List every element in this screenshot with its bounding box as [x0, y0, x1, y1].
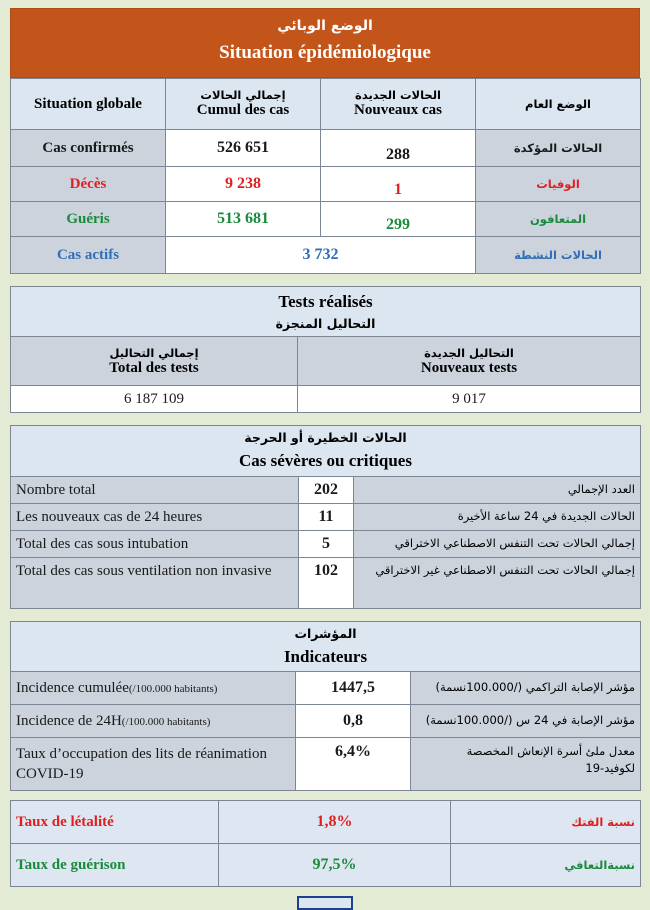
page-banner: [10, 8, 640, 78]
severe-title-cell: الحالات الخطيرة أو الحرجة Cas sévères ou critiques: [11, 426, 641, 477]
banner-title-arabic: الوضع الوبائي: [277, 18, 373, 34]
table-row: [11, 705, 641, 738]
spacer: [10, 274, 640, 286]
severe-cases-table: [10, 425, 641, 609]
table-row: [11, 201, 641, 236]
tests-title-row: [11, 286, 641, 337]
severe-label-arabic-ventilation: إجمالي الحالات تحت التنفس الاصطناعي غير الاختراقي: [354, 557, 641, 608]
severe-label-nouveaux-24h: Les nouveaux cas de 24 heures: [11, 503, 299, 530]
value-cumul-deces: 9 238: [166, 166, 321, 201]
row-label-arabic-cas-actifs: الحالات النشطة: [476, 236, 641, 273]
row-label-deces: Décès: [11, 166, 166, 201]
value-cumul-cas-confirmes: 526 651: [166, 129, 321, 166]
severe-value-ventilation: 102: [299, 557, 354, 608]
row-label-arabic-deces: الوفيات: [476, 166, 641, 201]
spacer: [10, 791, 640, 800]
table-row: [11, 738, 641, 791]
severe-label-arabic-nouveaux-24h: الحالات الجديدة في 24 ساعة الأخيرة: [354, 503, 641, 530]
value-total-tests: 6 187 109: [11, 386, 298, 413]
severe-label-ventilation: Total des cas sous ventilation non invasive: [11, 557, 299, 608]
row-label-gueris: Guéris: [11, 201, 166, 236]
indicator-value-incidence-cumulee: 1447,5: [296, 672, 411, 705]
page-footer-marker: [297, 896, 353, 910]
table-row: [11, 557, 641, 608]
rate-label-arabic-guerison: نسبةالتعافي: [451, 844, 641, 887]
rates-table: [10, 800, 641, 887]
table-header-row: [11, 78, 641, 129]
header-situation-generale-arabic: الوضع العام: [476, 78, 641, 129]
indicator-sub-incidence-24h: (/100.000 habitants): [121, 716, 211, 728]
indicator-label-taux-occupation: Taux d’occupation des lits de réanimation COVID-19: [11, 738, 296, 791]
indicators-title-row: [11, 621, 641, 672]
header-situation-globale: Situation globale: [11, 78, 166, 129]
tests-table: [10, 286, 641, 414]
row-label-arabic-gueris: المتعافون: [476, 201, 641, 236]
tests-title-cell: Tests réalisés التحاليل المنجزة: [11, 286, 641, 337]
indicator-label-arabic-incidence-24h: مؤشر الإصابة في 24 س (/100.000نسمة): [411, 705, 641, 738]
tests-value-row: [11, 386, 641, 413]
severe-title-row: [11, 426, 641, 477]
severe-value-nouveaux-24h: 11: [299, 503, 354, 530]
table-row: [11, 844, 641, 887]
indicator-label-incidence-cumulee: Incidence cumulée(/100.000 habitants): [11, 672, 296, 705]
table-row: [11, 503, 641, 530]
tests-header-row: [11, 337, 641, 386]
rate-label-guerison: Taux de guérison: [11, 844, 219, 887]
rate-label-arabic-letalite: نسبة الفتك: [451, 801, 641, 844]
value-nouveaux-deces: 1: [321, 166, 476, 201]
header-nouveaux-tests: التحاليل الجديدة Nouveaux tests: [298, 337, 641, 386]
value-cas-actifs: 3 732: [166, 236, 476, 273]
rate-value-letalite: 1,8%: [219, 801, 451, 844]
indicator-value-incidence-24h: 0,8: [296, 705, 411, 738]
value-cumul-gueris: 513 681: [166, 201, 321, 236]
indicator-label-incidence-24h: Incidence de 24H(/100.000 habitants): [11, 705, 296, 738]
indicator-label-arabic-incidence-cumulee: مؤشر الإصابة التراكمي (/100.000نسمة): [411, 672, 641, 705]
value-nouveaux-tests: 9 017: [298, 386, 641, 413]
indicator-label-arabic-taux-occupation: معدل ملئ أسرة الإنعاش المخصصة لكوفيد-19: [411, 738, 641, 791]
severe-label-nombre-total: Nombre total: [11, 476, 299, 503]
severe-value-intubation: 5: [299, 530, 354, 557]
indicators-table: [10, 621, 641, 792]
value-nouveaux-cas-confirmes: 288: [321, 129, 476, 166]
banner-title-french: Situation épidémiologique: [219, 42, 431, 63]
value-nouveaux-gueris: 299: [321, 201, 476, 236]
header-cumul-des-cas: إجمالي الحالات Cumul des cas: [166, 78, 321, 129]
severe-label-arabic-intubation: إجمالي الحالات تحت التنفس الاصطناعي الاختراقي: [354, 530, 641, 557]
rate-value-guerison: 97,5%: [219, 844, 451, 887]
rate-label-letalite: Taux de létalité: [11, 801, 219, 844]
header-nouveaux-cas: الحالات الجديدة Nouveaux cas: [321, 78, 476, 129]
table-row: [11, 530, 641, 557]
severe-value-nombre-total: 202: [299, 476, 354, 503]
table-row-active-cases: [11, 236, 641, 273]
severe-label-intubation: Total des cas sous intubation: [11, 530, 299, 557]
table-row: [11, 166, 641, 201]
row-label-arabic-confirmes: الحالات المؤكدة: [476, 129, 641, 166]
header-total-tests: إجمالي التحاليل Total des tests: [11, 337, 298, 386]
row-label-cas-actifs: Cas actifs: [11, 236, 166, 273]
global-situation-table: [10, 78, 641, 274]
table-row: [11, 129, 641, 166]
indicators-title-cell: المؤشرات Indicateurs: [11, 621, 641, 672]
severe-label-arabic-nombre-total: العدد الإجمالي: [354, 476, 641, 503]
indicator-value-taux-occupation: 6,4%: [296, 738, 411, 791]
indicator-sub-incidence-cumulee: (/100.000 habitants): [128, 683, 218, 695]
table-row: [11, 672, 641, 705]
spacer: [10, 413, 640, 425]
table-row: [11, 801, 641, 844]
spacer: [10, 609, 640, 621]
table-row: [11, 476, 641, 503]
row-label-cas-confirmes: Cas confirmés: [11, 129, 166, 166]
